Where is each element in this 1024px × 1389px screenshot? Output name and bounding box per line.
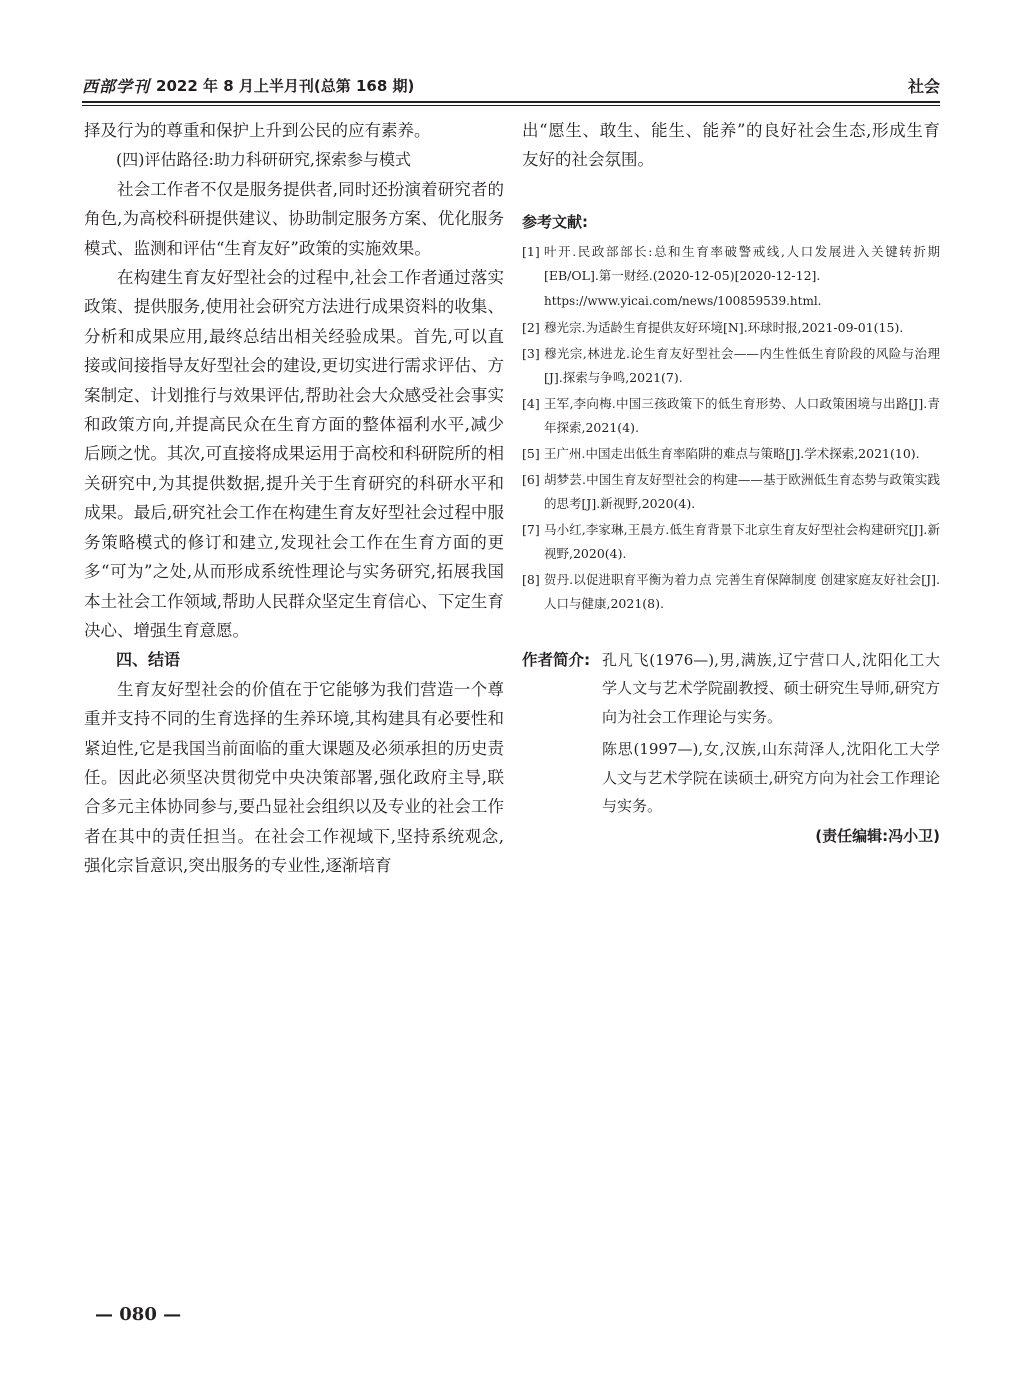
reference-item: [522, 240, 940, 288]
page-number: — 080 —: [95, 1304, 182, 1325]
reference-number: [4]: [522, 395, 540, 411]
reference-text: 王广州.中国走出低生育率陷阱的难点与策略[J].学术探索,2021(10).: [544, 445, 920, 461]
reference-number: [8]: [522, 571, 540, 587]
reference-text: 穆光宗,林进龙.论生育友好型社会——内生性低生育阶段的风险与治理[J].探索与争鸣,2021(7).: [544, 345, 940, 385]
left-column: [84, 116, 504, 881]
running-header: [82, 70, 940, 100]
reference-number: [6]: [522, 471, 540, 487]
journal-logo: 西部学刊: [82, 76, 151, 96]
author-info: [522, 646, 940, 846]
reference-item: [522, 316, 940, 340]
reference-item: [522, 518, 940, 566]
reference-number: [7]: [522, 521, 540, 537]
reference-number: [2]: [522, 319, 540, 335]
subsection-heading: (四)评估路径:助力科研研究,探索参与模式: [116, 150, 411, 170]
section-heading: 四、结语: [116, 650, 181, 670]
reference-text: 贺丹.以促进职育平衡为着力点 完善生育保障制度 创建家庭友好社会[J].人口与健康,2021(8).: [544, 571, 940, 611]
reference-text: 王军,李向梅.中国三孩政策下的低生育形势、人口政策困境与出路[J].青年探索,2021(4).: [544, 395, 940, 435]
author-label: 作者简介:: [522, 650, 591, 669]
paragraph-continued: 出“愿生、敢生、能生、能养”的良好社会生态,形成生育友好的社会氛围。: [522, 121, 940, 170]
reference-text: 叶开.民政部部长:总和生育率破警戒线,人口发展进入关键转折期[EB/OL].第一财经.(2020-12-05)[2020-12-12].: [544, 243, 940, 283]
author-bio: 陈思(1997—),女,汉族,山东菏泽人,沈阳化工大学人文与艺术学院在读硕士,研究方向为社会工作理论与实务。: [602, 740, 940, 816]
header-left: [82, 74, 414, 97]
author-body: [602, 646, 940, 846]
responsible-editor: (责任编辑:冯小卫): [815, 826, 940, 845]
header-rule-thin: [82, 105, 940, 106]
reference-text: 穆光宗.为适龄生育提供友好环境[N].环球时报,2021-09-01(15).: [544, 319, 904, 335]
reference-item: [522, 568, 940, 616]
reference-number: [3]: [522, 345, 540, 361]
reference-item: [522, 342, 940, 390]
reference-number: [1]: [522, 243, 540, 259]
issue-info: 2022 年 8 月上半月刊(总第 168 期): [156, 76, 415, 95]
references-title: 参考文献:: [522, 212, 588, 231]
reference-text: 胡梦芸.中国生育友好型社会的构建——基于欧洲低生育态势与政策实践的思考[J].新视野,2020(4).: [544, 471, 940, 511]
reference-item: [522, 392, 940, 440]
paragraph: 生育友好型社会的价值在于它能够为我们营造一个尊重并支持不同的生育选择的生养环境,其构建具有必要性和紧迫性,它是我国当前面临的重大课题及必须承担的历史责任。因此必须坚决贯彻党中央决策部署,强化政府主导,联合多元主体协同参与,要凸显社会组织以及专业的社会工作者在其中的责任担当。在社会工作视域下,坚持系统观念,强化宗旨意识,突出服务的专业性,逐渐培育: [84, 679, 504, 876]
section-name: 社会: [907, 76, 940, 96]
reference-url: https://www.yicai.com/news/100859539.html.: [544, 293, 822, 308]
right-column: [522, 116, 940, 846]
reference-text: 马小红,李家琳,王晨方.低生育背景下北京生育友好型社会构建研究[J].新视野,2020(4).: [544, 521, 940, 561]
reference-item: [522, 468, 940, 516]
references-list: [522, 240, 940, 616]
paragraph: 在构建生育友好型社会的过程中,社会工作者通过落实政策、提供服务,使用社会研究方法进行成果资料的收集、分析和成果应用,最终总结出相关经验成果。首先,可以直接或间接指导友好型社会的建设,更切实进行需求评估、方案制定、计划推行与效果评估,帮助社会大众感受社会事实和政策方向,并提高民众在生育方面的整体福利水平,减少后顾之忧。其次,可直接将成果运用于高校和科研院所的相关研究中,为其提供数据,提升关于生育研究的科研水平和成果。最后,研究社会工作在构建生育友好型社会过程中服务策略模式的修订和建立,发现社会工作在生育方面的更多“可为”之处,从而形成系统性理论与实务研究,拓展我国本土社会工作领域,帮助人民群众坚定生育信心、下定生育决心、增强生育意愿。: [84, 268, 504, 640]
reference-number: [5]: [522, 445, 540, 461]
paragraph-continued: 择及行为的尊重和保护上升到公民的应有素养。: [84, 121, 431, 140]
header-rule-thick: [82, 101, 940, 103]
author-bio: 孔凡飞(1976—),男,满族,辽宁营口人,沈阳化工大学人文与艺术学院副教授、硕士研究生导师,研究方向为社会工作理论与实务。: [602, 650, 940, 726]
paragraph: 社会工作者不仅是服务提供者,同时还扮演着研究者的角色,为高校科研提供建议、协助制定服务方案、优化服务模式、监测和评估“生育友好”政策的实施效果。: [84, 179, 504, 258]
reference-item: [522, 442, 940, 466]
